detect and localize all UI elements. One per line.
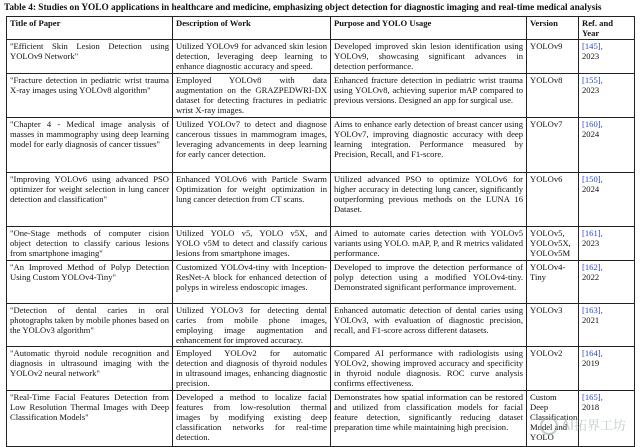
ref-year-cell: [579, 40, 635, 74]
table-row: [7, 304, 635, 347]
description-cell: Employed YOLOv2 for automatic detection and diagnosis of thyroid nodules in ultrasound images, enhancing diagnostic precision.: [173, 347, 331, 391]
purpose-cell: Demonstrates how spatial information can be restored and utilized from classification models for facial feature detection, significantly reducing dataset preparation time while maintaining high precision.: [331, 391, 527, 447]
version-cell: YOLOv9: [527, 40, 579, 74]
reference-link[interactable]: [145],: [582, 41, 603, 51]
header-version: Version: [527, 17, 579, 40]
version-cell: YOLOv3: [527, 304, 579, 347]
title-cell: "Detection of dental caries in oral photographs taken by mobile phones based on the YOLOv3 algorithm": [7, 304, 173, 347]
description-cell: Utilized YOLOv9 for advanced skin lesion detection, leveraging deep learning to enhance diagnostic accuracy and speed.: [173, 40, 331, 74]
title-cell: "Improving YOLOv6 using advanced PSO optimizer for weight selection in lung cancer detection and classification": [7, 173, 173, 227]
description-cell: Employed YOLOv8 with data augmentation on the GRAZPEDWRI-DX dataset for detecting fractures in pediatric wrist X-ray images.: [173, 74, 331, 118]
ref-year-cell: [579, 347, 635, 391]
version-cell: YOLOv2: [527, 347, 579, 391]
table-row: [7, 173, 635, 227]
caption-text: Studies on YOLO applications in healthcare and medicine, emphasizing object detection for diagnostic imaging and real-time medical analysis: [38, 3, 602, 13]
year-text: 2024: [582, 129, 600, 139]
reference-link[interactable]: [164],: [582, 348, 603, 358]
version-cell: YOLOv7: [527, 118, 579, 173]
purpose-cell: Compared AI performance with radiologists using YOLOv2, showing improved accuracy and specificity in thyroid nodule diagnosis. ROC curve analysis confirms effectiveness.: [331, 347, 527, 391]
year-text: 2022: [582, 272, 600, 282]
year-text: 2023: [582, 85, 600, 95]
description-cell: Customized YOLOv4-tiny with Inception-ResNet-A block for enhanced detection of polyps in wireless endoscopic images.: [173, 261, 331, 304]
purpose-cell: Aims to enhance early detection of breast cancer using YOLOv7, improving diagnostic accuracy with deep learning integration. Performance measured by Precision, Recall, and F1-score.: [331, 118, 527, 173]
year-text: 2023: [582, 51, 600, 61]
ref-year-cell: [579, 261, 635, 304]
reference-link[interactable]: [163],: [582, 305, 603, 315]
caption-label: Table 4:: [4, 3, 36, 13]
description-cell: Utilized YOLOv7 to detect and diagnose cancerous tissues in mammogram images, leveraging advancements in deep learning for early cancer detection.: [173, 118, 331, 173]
title-cell: "One-Stage methods of computer cision object detection to classify carious lesions from smartphone imaging": [7, 227, 173, 261]
purpose-cell: Enhanced automatic detection of dental caries using YOLOv3, with evaluation of diagnostic precision, recall, and F1-score across different datasets.: [331, 304, 527, 347]
watermark-logo-icon: [540, 417, 558, 435]
table-caption: [4, 2, 636, 14]
header-purpose: Purpose and YOLO Usage: [331, 17, 527, 40]
title-cell: "Automatic thyroid nodule recognition and diagnosis in ultrasound imaging with the YOLOv2 neural network": [7, 347, 173, 391]
reference-link[interactable]: [160],: [582, 119, 603, 129]
reference-link[interactable]: [150],: [582, 174, 603, 184]
reference-link[interactable]: [162],: [582, 262, 603, 272]
watermark-text: AI拓界工坊: [561, 418, 626, 434]
ref-year-cell: [579, 304, 635, 347]
version-cell: YOLOv8: [527, 74, 579, 118]
version-cell: Custom Deep Classification Model and YOLO: [527, 391, 579, 447]
purpose-cell: Developed to improve the detection performance of polyp detection using a modified YOLOv4-tiny. Demonstrated significant performance improvement.: [331, 261, 527, 304]
description-cell: Utilized YOLO v5, YOLO v5X, and YOLO v5M to detect and classify carious lesions from smartphone images.: [173, 227, 331, 261]
table-row: [7, 118, 635, 173]
year-text: 2019: [582, 358, 600, 368]
ref-year-cell: [579, 74, 635, 118]
purpose-cell: Aimed to automate caries detection with YOLOv5 variants using YOLO. mAP, P, and R metrics validated performance.: [331, 227, 527, 261]
description-cell: Enhanced YOLOv6 with Particle Swarm Optimization for weight optimization in lung cancer detection from CT scans.: [173, 173, 331, 227]
purpose-cell: Utilized advanced PSO to optimize YOLOv6 for higher accuracy in detecting lung cancer, significantly outperforming previous methods on the LUNA 16 Dataset.: [331, 173, 527, 227]
table-row: [7, 261, 635, 304]
title-cell: "Chapter 4 - Medical image analysis of masses in mammography using deep learning model for early diagnosis of cancer tissues": [7, 118, 173, 173]
version-cell: YOLOv4-Tiny: [527, 261, 579, 304]
title-cell: "Fracture detection in pediatric wrist trauma X-ray images using YOLOv8 algorithm": [7, 74, 173, 118]
reference-link[interactable]: [155],: [582, 75, 603, 85]
year-text: 2018: [582, 402, 600, 412]
header-title: Title of Paper: [7, 17, 173, 40]
purpose-cell: Enhanced fracture detection in pediatric wrist trauma using YOLOv8, achieving superior mAP compared to previous versions. Designed an app for surgical use.: [331, 74, 527, 118]
reference-link[interactable]: [165],: [582, 392, 603, 402]
header-row: [7, 17, 635, 40]
version-cell: YOLOv6: [527, 173, 579, 227]
header-ref-year: Ref. and Year: [579, 17, 635, 40]
version-cell: YOLOv5, YOLOv5X, YOLOv5M: [527, 227, 579, 261]
table-body: [7, 40, 635, 447]
description-cell: Utilized YOLOv3 for detecting dental caries from mobile phone images, employing image augmentation and enhancement for improved accuracy.: [173, 304, 331, 347]
studies-table: [6, 16, 635, 447]
title-cell: "Real-Time Facial Features Detection from Low Resolution Thermal Images with Deep Classification Models": [7, 391, 173, 447]
table-row: [7, 74, 635, 118]
title-cell: "Efficient Skin Lesion Detection using YOLOv9 Network": [7, 40, 173, 74]
ref-year-cell: [579, 227, 635, 261]
ref-year-cell: [579, 118, 635, 173]
table-row: [7, 227, 635, 261]
ref-year-cell: [579, 173, 635, 227]
description-cell: Developed a method to localize facial features from low-resolution thermal images by modifying existing deep classification networks for real-time detection.: [173, 391, 331, 447]
table-row: [7, 40, 635, 74]
watermark: [540, 415, 626, 436]
year-text: 2021: [582, 315, 600, 325]
table-row: [7, 347, 635, 391]
year-text: 2024: [582, 184, 600, 194]
header-description: Description of Work: [173, 17, 331, 40]
title-cell: "An Improved Method of Polyp Detection Using Custom YOLOv4-Tiny": [7, 261, 173, 304]
purpose-cell: Developed improved skin lesion identification using YOLOv9, showcasing significant advances in detection performance.: [331, 40, 527, 74]
year-text: 2023: [582, 238, 600, 248]
reference-link[interactable]: [161],: [582, 228, 603, 238]
